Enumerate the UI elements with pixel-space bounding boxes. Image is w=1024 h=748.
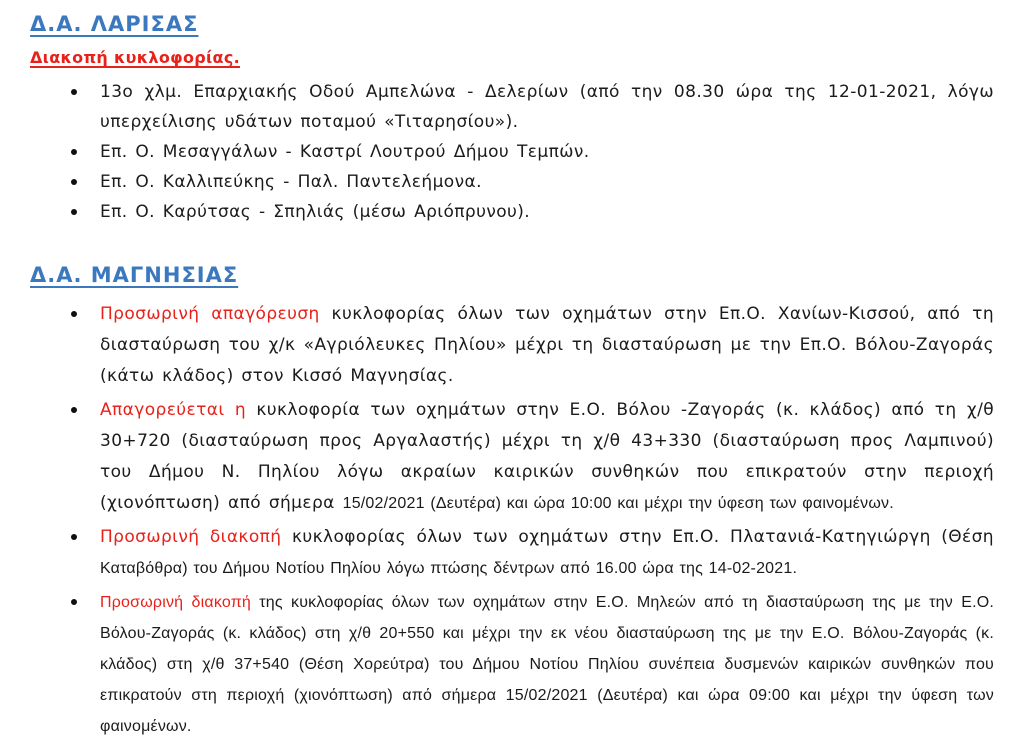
- text-segment: κυκλοφορία των οχημάτων στην Ε.Ο. Βόλου -Ζαγοράς (κ. κλάδος) από τη χ/θ 30+720 (διασταύρωση προς Αργαλαστής) μέχρι τη χ/θ 43+330 (διασταύρωση προς Λαμπινού) του Δήμου Ν. Πηλίου λόγω ακραίων καιρικών συνθηκών που επικρατούν στην περιοχή (χιονόπτωση) από σήμερα: [100, 400, 995, 513]
- section-magnisias: [30, 263, 994, 742]
- section-larisas: [30, 12, 994, 227]
- text-segment: Προσωρινή απαγόρευση: [100, 304, 332, 324]
- list-item-text: [100, 202, 530, 222]
- section-title: Δ.Α. ΛΑΡΙΣΑΣ: [30, 12, 199, 36]
- text-segment: 13ο χλμ. Επαρχιακής Οδού Αμπελώνα - Δελερίων (από την 08.30 ώρα της 12-01-2021, λόγω υπερχείλισης υδάτων ποταμού «Τιταρησίου»).: [100, 82, 994, 132]
- list-item: [68, 299, 994, 392]
- list-item-text: [100, 172, 482, 192]
- list-item: [68, 167, 994, 197]
- list-item-text: [100, 592, 994, 736]
- bullet-icon: [71, 89, 77, 95]
- text-segment: κυκλοφορίας όλων των οχημάτων στην Επ.Ο. Χανίων-Κισσού, από τη διασταύρωση του χ/κ «Αγριόλευκες Πηλίου» μέχρι τη διασταύρωση με την Επ.Ο. Βόλου-Ζαγοράς (κάτω κλάδος) στον Κισσό Μαγνησίας.: [100, 304, 994, 386]
- text-segment: της κυκλοφορίας όλων των οχημάτων στην Ε.Ο. Μηλεών από τη διασταύρωση της με την Ε.Ο. Βόλου-Ζαγοράς (κ. κλάδος) στη χ/θ 20+550 και μέχρι την εκ νέου διασταύρωση της με την Ε.Ο. Βόλου-Ζαγοράς (κ. κλάδος) στη χ/θ 37+540 (Θέση Χορεύτρα) του Δήμου Νοτίου Πηλίου συνέπεια δυσμενών καιρικών συνθηκών που επικρατούν στη περιοχή (χιονόπτωση) από σήμερα 15/02/2021 (Δευτέρα) και ώρα 09:00 και μέχρι την ύφεση των φαινομένων.: [100, 594, 995, 735]
- list-item-text: [100, 142, 590, 162]
- bullet-icon: [71, 599, 77, 605]
- list-item: [68, 77, 994, 137]
- list-item: [68, 522, 994, 584]
- list-item: [68, 395, 994, 519]
- bullet-list: [30, 299, 994, 742]
- list-item-text: [100, 304, 994, 386]
- text-segment: Επ. Ο. Μεσαγγάλων - Καστρί Λουτρού Δήμου Τεμπών.: [100, 142, 590, 162]
- text-segment: Απαγορεύεται η: [100, 400, 257, 420]
- text-segment: Επ. Ο. Καλλιπεύκης - Παλ. Παντελεήμονα.: [100, 172, 482, 192]
- bullet-icon: [71, 179, 77, 185]
- bullet-list: [30, 77, 994, 227]
- text-segment: Επ. Ο. Καρύτσας - Σπηλιάς (μέσω Αριόπρυνου).: [100, 202, 531, 222]
- list-item-text: [100, 82, 994, 132]
- section-title: Δ.Α. ΜΑΓΝΗΣΙΑΣ: [30, 263, 239, 287]
- list-item: [68, 197, 994, 227]
- bullet-icon: [71, 311, 77, 317]
- bullet-icon: [71, 209, 77, 215]
- bullet-icon: [71, 534, 77, 540]
- text-segment: Προσωρινή διακοπή: [100, 527, 292, 547]
- list-item-text: [100, 400, 994, 513]
- text-segment: Καταβόθρα) του Δήμου Νοτίου Πηλίου λόγω πτώσης δέντρων από 16.00 ώρα της 14-02-2021.: [100, 560, 798, 577]
- bullet-icon: [71, 149, 77, 155]
- text-segment: Προσωρινή διακοπή: [100, 594, 260, 611]
- list-item: [68, 137, 994, 167]
- text-segment: κυκλοφορίας όλων των οχημάτων στην Επ.Ο. Πλατανιά-Κατηγιώργη (Θέση: [291, 527, 994, 547]
- text-segment: 15/02/2021 (Δευτέρα) και ώρα 10:00 και μέχρι την ύφεση των φαινομένων.: [342, 495, 894, 512]
- list-item: [68, 587, 994, 742]
- list-item-text: [100, 527, 994, 578]
- section-subtitle: Διακοπή κυκλοφορίας.: [30, 48, 240, 67]
- bullet-icon: [71, 407, 77, 413]
